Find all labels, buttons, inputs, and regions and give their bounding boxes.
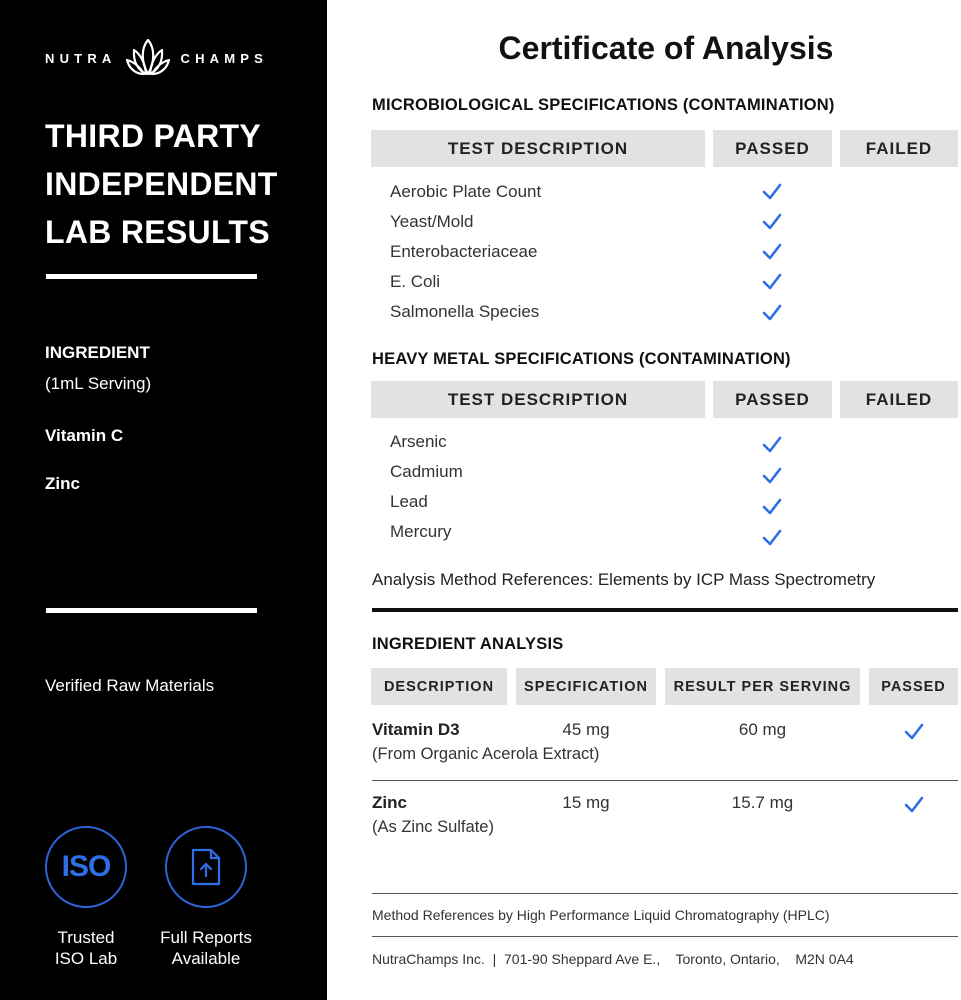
headline-line-3: LAB RESULTS [45, 214, 270, 250]
test-row-label: Lead [390, 492, 428, 511]
divider [46, 274, 257, 279]
lotus-icon [125, 36, 171, 80]
checkmark-icon [762, 436, 782, 454]
iso-icon-text: ISO [61, 850, 111, 883]
badge-caption [16, 927, 156, 969]
checkmark-icon [904, 723, 924, 741]
badge-caption-line: Available [171, 949, 241, 968]
column-header: FAILED [840, 130, 958, 167]
test-row-label: Salmonella Species [390, 302, 540, 321]
test-row-label: Aerobic Plate Count [390, 182, 542, 201]
row-divider [372, 936, 958, 937]
divider [46, 608, 257, 613]
ingredient-name: Zinc [372, 793, 407, 812]
certificate-title: Certificate of Analysis [498, 30, 834, 66]
section-divider [372, 608, 958, 612]
ingredient-result: 15.7 mg [731, 793, 794, 812]
brand-logo [45, 36, 285, 80]
headline-line-2: INDEPENDENT [45, 166, 278, 202]
column-header: DESCRIPTION [371, 668, 507, 705]
ingredient-item: Vitamin C [45, 426, 124, 445]
document-upload-icon[interactable] [165, 826, 247, 908]
brand-right-word: CHAMPS [180, 50, 269, 66]
checkmark-icon [762, 529, 782, 547]
column-header: RESULT PER SERVING [665, 668, 860, 705]
ingredient-name: Vitamin D3 [372, 720, 460, 739]
ingredient-item: Zinc [45, 474, 80, 493]
brand-left-word: NUTRA [45, 50, 117, 66]
metal-section-title: HEAVY METAL SPECIFICATIONS (CONTAMINATION) [372, 350, 791, 368]
company-address: NutraChamps Inc. | 701-90 Sheppard Ave E., Toronto, Ontario, M2N 0A4 [372, 951, 854, 967]
column-header: SPECIFICATION [516, 668, 656, 705]
ingredient-note: (From Organic Acerola Extract) [372, 745, 600, 763]
checkmark-icon [762, 213, 782, 231]
method-references: Analysis Method References: Elements by ICP Mass Spectrometry [372, 570, 876, 589]
column-header: PASSED [869, 668, 958, 705]
ingredient-analysis-title: INGREDIENT ANALYSIS [372, 635, 564, 653]
badge-caption [136, 927, 276, 969]
iso-icon [45, 826, 127, 908]
checkmark-icon [762, 467, 782, 485]
checkmark-icon [762, 498, 782, 516]
hplc-note: Method References by High Performance Liquid Chromatography (HPLC) [372, 907, 830, 923]
badge-caption-line: ISO Lab [54, 949, 118, 968]
checkmark-icon [762, 183, 782, 201]
test-row-label: Arsenic [390, 432, 447, 451]
test-row-label: Mercury [390, 522, 452, 541]
column-header: PASSED [713, 130, 832, 167]
ingredient-note: (As Zinc Sulfate) [372, 818, 494, 836]
checkmark-icon [904, 796, 924, 814]
ingredient-serving: (1mL Serving) [45, 374, 152, 393]
column-header: PASSED [713, 381, 832, 418]
checkmark-icon [762, 304, 782, 322]
ingredient-spec: 45 mg [562, 720, 610, 739]
row-divider [372, 893, 958, 894]
test-row-label: E. Coli [390, 272, 441, 291]
test-row-label: Enterobacteriaceae [390, 242, 538, 261]
column-header: TEST DESCRIPTION [371, 130, 705, 167]
checkmark-icon [762, 243, 782, 261]
badge-caption-line: Trusted [57, 928, 115, 947]
verified-raw-materials: Verified Raw Materials [45, 676, 215, 695]
headline [45, 112, 305, 256]
column-header: FAILED [840, 381, 958, 418]
micro-section-title: MICROBIOLOGICAL SPECIFICATIONS (CONTAMINATION) [372, 96, 835, 114]
column-header: TEST DESCRIPTION [371, 381, 705, 418]
test-row-label: Yeast/Mold [390, 212, 474, 231]
headline-line-1: THIRD PARTY [45, 118, 262, 154]
file-upload-icon [189, 848, 223, 886]
ingredient-spec: 15 mg [562, 793, 610, 812]
badge-caption-line: Full Reports [160, 928, 252, 947]
test-row-label: Cadmium [390, 462, 463, 481]
sidebar [0, 0, 327, 1000]
ingredient-result: 60 mg [738, 720, 787, 739]
row-divider [372, 780, 958, 781]
ingredient-title: INGREDIENT [45, 343, 150, 362]
checkmark-icon [762, 273, 782, 291]
